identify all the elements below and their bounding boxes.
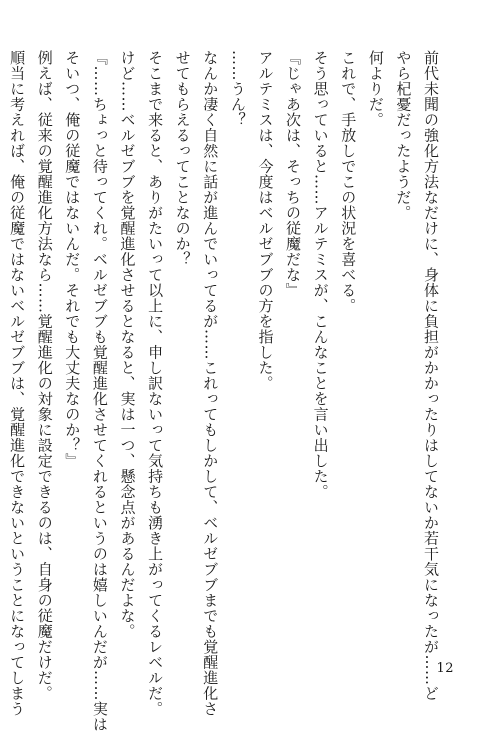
- text-line: 『じゃあ次は、そっちの従魔だな』: [284, 50, 303, 298]
- text-line: 前代未聞の強化方法なだけに、身体に負担がかかったりはしてないか若干気になったが……ど: [422, 50, 440, 701]
- text-line: ……うん？: [228, 50, 247, 128]
- text-line: せてもらえるってことなのか？: [173, 50, 192, 267]
- text-line: やら杞憂だったようだ。: [394, 50, 413, 221]
- text-line: 『……ちょっと待ってくれ。ベルゼブブも覚醒進化させてくれるというのは嬉しいんだが……実は: [90, 50, 109, 732]
- text-line: そこまで来ると、ありがたいって以上に、申し訳ないって気持ちも湧き上がってくるレベルだ。: [146, 50, 165, 717]
- text-line: アルテミスは、今度はベルゼブブの方を指した。: [256, 50, 275, 391]
- text-line: そう思っていると……アルテミスが、こんなことを言い出した。: [311, 50, 330, 500]
- text-line: 例えば、従来の覚醒進化方法なら……覚醒進化の対象に設定できるのは、自身の従魔だけだ。: [35, 50, 54, 701]
- text-line: これで、手放しでこの状況を喜べる。: [339, 50, 358, 314]
- page-number: 12: [436, 661, 454, 676]
- vertical-text-block: [8, 50, 444, 732]
- text-line: 何よりだ。: [366, 50, 385, 128]
- text-line: なんか凄く自然に話が進んでいってるが……これってもしかして、ベルゼブブまでも覚醒進化さ: [201, 50, 220, 717]
- text-line: そいつ、俺の従魔ではないんだ。それでも大丈夫なのか？』: [63, 50, 82, 469]
- text-line: けど……ベルゼブブを覚醒進化させるとなると、実は一つ、懸念点があるんだよな。: [118, 50, 137, 639]
- text-line: 順当に考えれば、俺の従魔ではないベルゼブブは、覚醒進化できないということになってしまう: [8, 50, 27, 717]
